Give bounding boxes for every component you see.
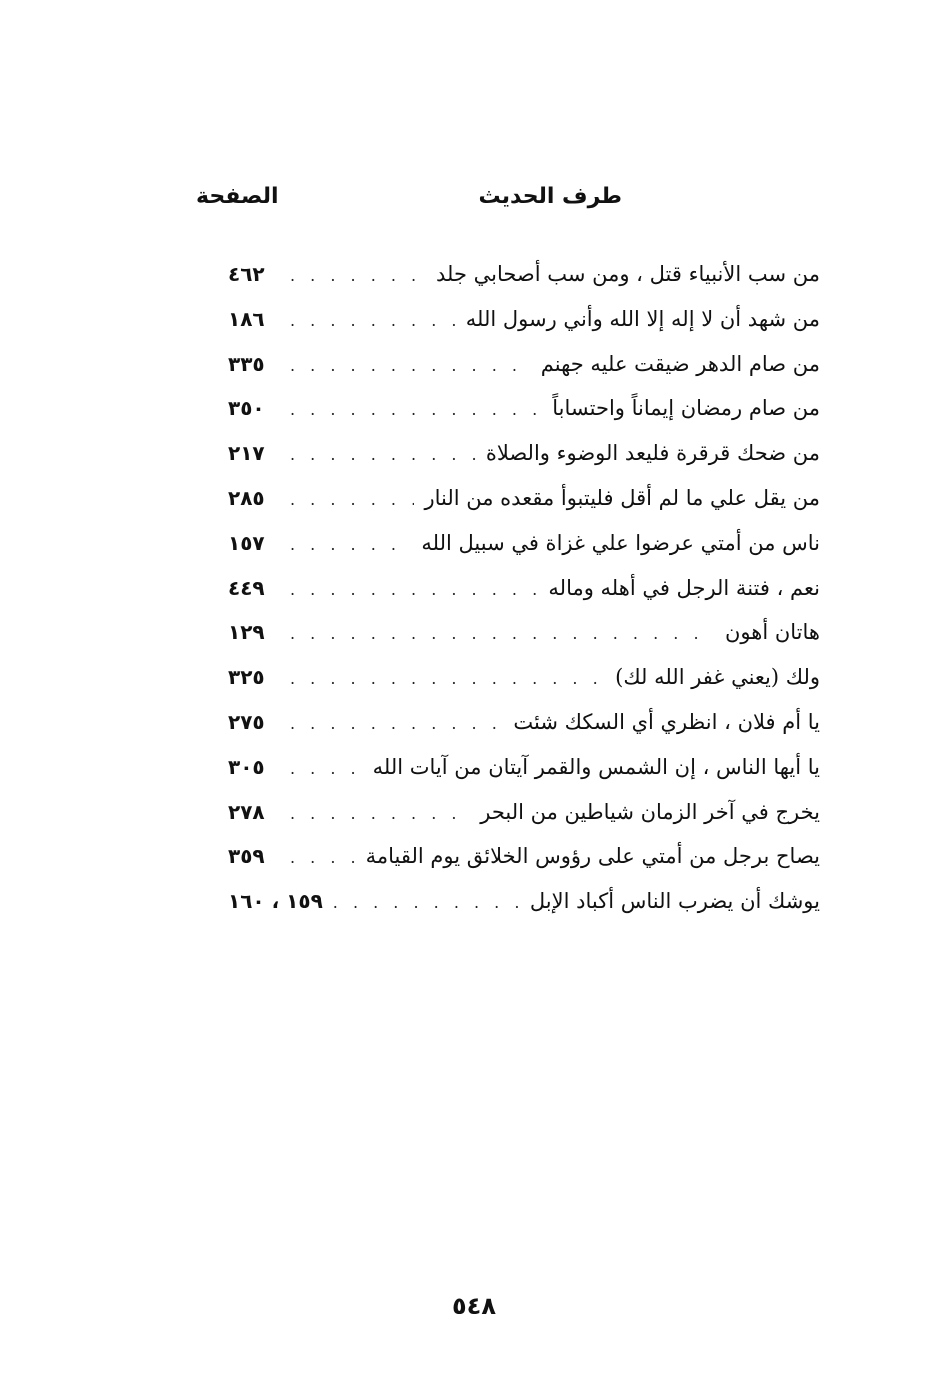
page-reference: ٣٢٥ — [228, 665, 265, 690]
list-item — [228, 745, 820, 790]
column-title-hadith: طرف الحديث — [478, 184, 622, 209]
page-reference: ٢١٧ — [228, 441, 265, 466]
page-reference: ١٥٩ ، ١٦٠ — [228, 889, 323, 914]
dot-leader — [290, 523, 411, 568]
hadith-text: هاتان أهون — [725, 620, 820, 645]
page-reference: ٤٦٢ — [228, 262, 265, 286]
page-reference: ١٨٦ — [228, 306, 265, 331]
hadith-text: من ضحك قرقرة فليعد الوضوء والصلاة — [485, 441, 820, 466]
list-item — [228, 297, 820, 342]
page-reference: ٢٧٨ — [228, 799, 265, 824]
dot-leader — [290, 388, 542, 433]
list-item — [228, 431, 820, 476]
hadith-text: ناس من أمتي عرضوا علي غزاة في سبيل الله — [421, 530, 820, 555]
list-item — [228, 252, 820, 297]
page-reference: ٣٠٥ — [228, 754, 265, 779]
dot-leader — [290, 478, 414, 523]
column-title-page: الصفحة — [196, 184, 279, 209]
dot-leader — [290, 747, 363, 792]
hadith-text: يا أيها الناس ، إن الشمس والقمر آيتان من آيات الله — [372, 754, 820, 779]
page-number: ٥٤٨ — [452, 1292, 496, 1320]
page-reference: ٣٣٥ — [228, 351, 265, 376]
list-item — [228, 834, 820, 879]
dot-leader — [290, 836, 356, 881]
page-reference: ٢٧٥ — [228, 709, 265, 734]
hadith-text: من صام رمضان إيماناً واحتساباً — [552, 396, 820, 421]
hadith-text: من يقل علي ما لم أقل فليتبوأ مقعده من النار — [424, 485, 820, 510]
page-reference: ٣٥٠ — [228, 396, 265, 421]
page-reference: ٤٤٩ — [228, 575, 265, 600]
page-reference: ٢٨٥ — [228, 485, 265, 510]
page-reference: ١٢٩ — [228, 620, 265, 645]
list-item — [228, 386, 820, 431]
dot-leader — [290, 702, 503, 747]
list-item — [228, 476, 820, 521]
index-header — [190, 184, 830, 224]
dot-leader — [290, 657, 605, 702]
hadith-text: يا أم فلان ، انظري أي السكك شئت — [513, 709, 820, 734]
dot-leader — [290, 612, 715, 657]
dot-leader — [290, 299, 456, 344]
hadith-text: من سب الأنبياء قتل ، ومن سب أصحابي جلد — [435, 262, 820, 286]
list-item — [228, 655, 820, 700]
page-reference: ١٥٧ — [228, 530, 265, 555]
page-reference: ٣٥٩ — [228, 844, 265, 869]
hadith-text: يخرج في آخر الزمان شياطين من البحر — [480, 799, 820, 824]
dot-leader — [290, 568, 538, 613]
dot-leader — [290, 254, 426, 299]
dot-leader — [290, 344, 531, 389]
list-item — [228, 700, 820, 745]
hadith-text: يصاح برجل من أمتي على رؤوس الخلائق يوم القيامة — [365, 844, 820, 869]
list-item — [228, 566, 820, 611]
list-item — [228, 610, 820, 655]
list-item — [228, 790, 820, 835]
list-item — [228, 521, 820, 566]
dot-leader — [290, 433, 476, 478]
hadith-text: نعم ، فتنة الرجل في أهله وماله — [548, 575, 820, 600]
dot-leader — [333, 881, 520, 926]
hadith-text: ولك (يعني غفر الله لك) — [615, 665, 820, 690]
list-item — [228, 879, 820, 924]
hadith-index-list — [228, 252, 820, 924]
hadith-text: من شهد أن لا إله إلا الله وأني رسول الله — [465, 306, 820, 331]
dot-leader — [290, 792, 470, 837]
list-item — [228, 342, 820, 387]
hadith-text: يوشك أن يضرب الناس أكباد الإبل — [529, 889, 820, 914]
hadith-text: من صام الدهر ضيقت عليه جهنم — [540, 351, 820, 376]
